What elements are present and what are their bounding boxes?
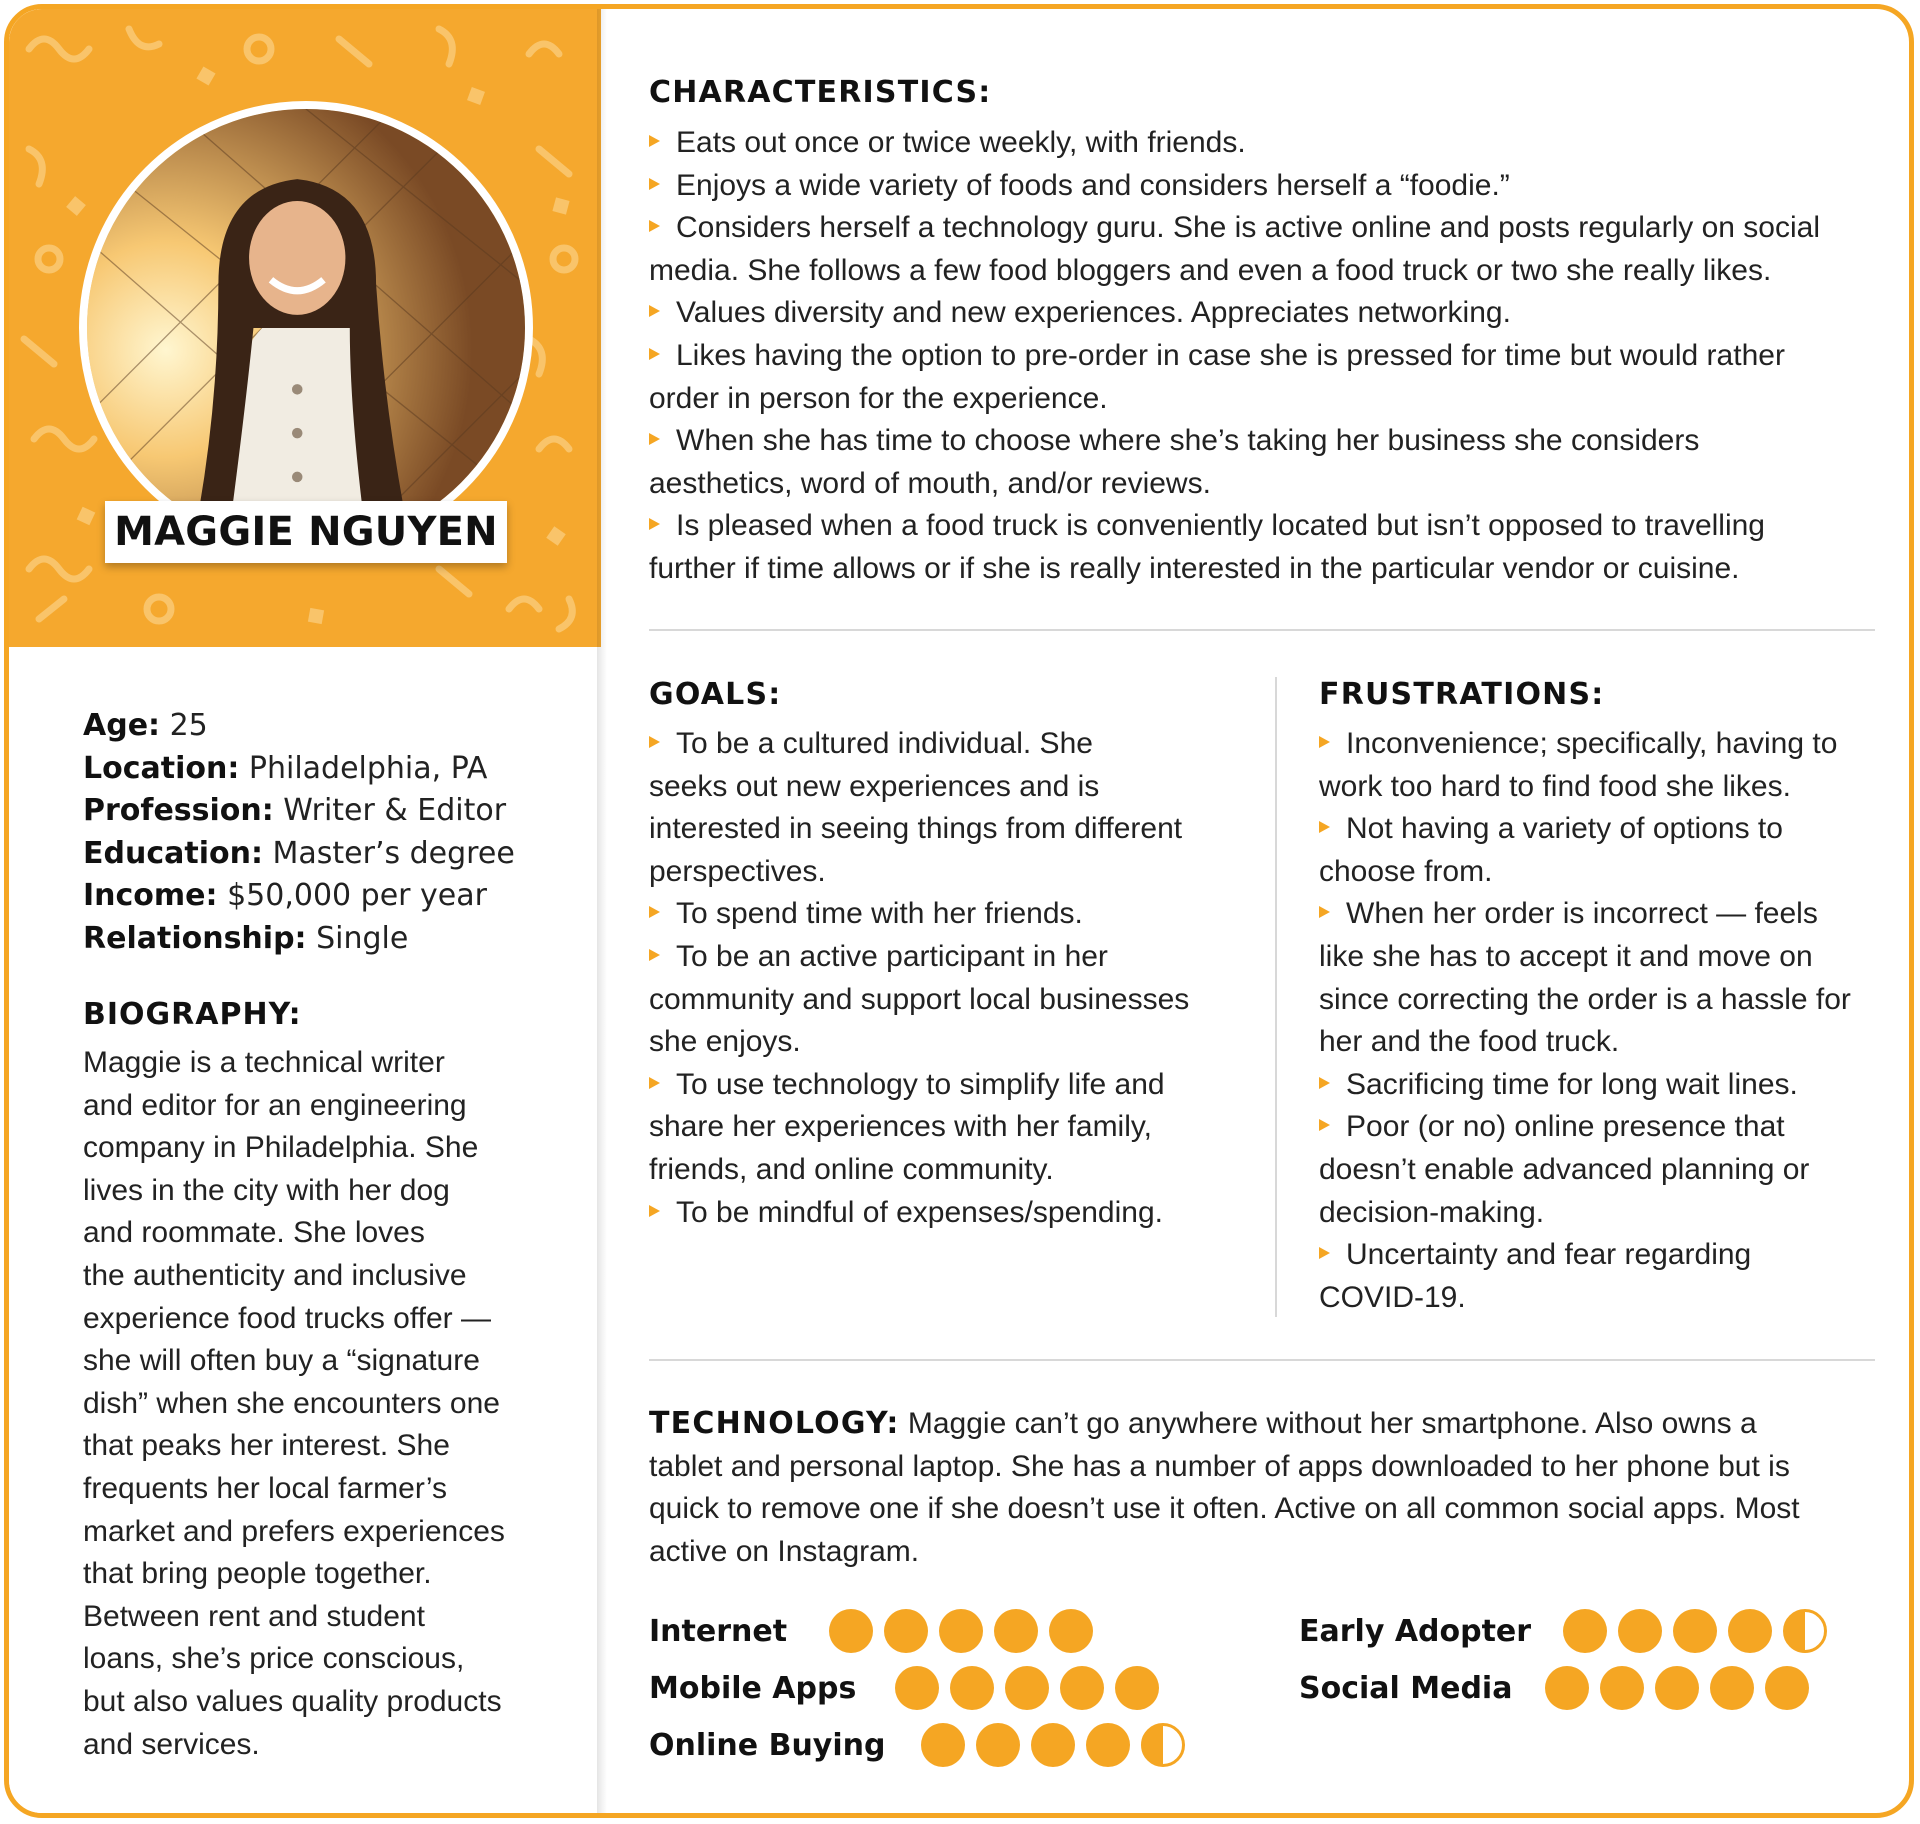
persona-name: MAGGIE NGUYEN (105, 501, 507, 563)
bullet-triangle-icon (1319, 1119, 1330, 1131)
goal-item (649, 1192, 1249, 1235)
fact-age: Age: 25 (83, 708, 208, 743)
rating-dot-full (829, 1609, 873, 1653)
rating-dots (1545, 1666, 1809, 1710)
rating-dot-full (1765, 1666, 1809, 1710)
rating-social-media (1299, 1666, 1859, 1710)
rating-dot-full (1115, 1666, 1159, 1710)
characteristic-item-text: further if time allows or if she is really interested in the particular vendor or cuisine. (649, 551, 1740, 585)
rating-dot-full (1049, 1609, 1093, 1653)
frustrations-list (1319, 723, 1879, 1319)
persona-details-column (649, 9, 1889, 1813)
characteristic-item-text: Enjoys a wide variety of foods and considers herself a “foodie.” (676, 168, 1510, 202)
rating-label: Early Adopter (1299, 1613, 1532, 1649)
characteristic-item (649, 292, 1889, 335)
characteristic-item-text: Is pleased when a food truck is conveniently located but isn’t opposed to travelling (676, 509, 1765, 543)
biography-line: and editor for an engineering (83, 1088, 467, 1122)
technology-line: quick to remove one if she doesn’t use it often. Active on all common social apps. Most (649, 1492, 1800, 1526)
rating-label: Social Media (1299, 1670, 1513, 1706)
frustration-item-text: since correcting the order is a hassle for (1319, 982, 1851, 1016)
characteristic-item-text: Likes having the option to pre-order in case she is pressed for time but would rather (676, 338, 1785, 372)
rating-dot-full (950, 1666, 994, 1710)
characteristic-item (649, 420, 1889, 463)
characteristic-item-text: media. She follows a few food bloggers and even a food truck or two she really likes. (649, 253, 1772, 287)
rating-label: Internet (649, 1613, 788, 1649)
goal-item (649, 851, 1249, 894)
goal-item-text: friends, and online community. (649, 1152, 1054, 1186)
goal-item (649, 766, 1249, 809)
section-divider (649, 1359, 1875, 1361)
frustration-item (1319, 851, 1879, 894)
biography-heading: BIOGRAPHY: (83, 997, 302, 1032)
characteristic-item (649, 122, 1889, 165)
frustration-item-text: work too hard to find food she likes. (1319, 769, 1791, 803)
rating-dots (1563, 1609, 1827, 1653)
technology-heading: TECHNOLOGY: (649, 1406, 900, 1441)
frustration-item (1319, 1021, 1879, 1064)
characteristic-item-text: aesthetics, word of mouth, and/or reviews. (649, 466, 1211, 500)
rating-early-adopter (1299, 1609, 1859, 1653)
characteristic-item (649, 250, 1889, 293)
fact-location: Location: Philadelphia, PA (83, 750, 488, 786)
frustration-item (1319, 936, 1879, 979)
goal-item (649, 1149, 1249, 1192)
rating-dot-half (1141, 1723, 1185, 1767)
column-shadow-divider (597, 9, 607, 1813)
characteristic-item-text: order in person for the experience. (649, 381, 1108, 415)
bullet-triangle-icon (649, 348, 660, 360)
technology-line: active on Instagram. (649, 1534, 920, 1568)
rating-dot-full (1655, 1666, 1699, 1710)
bullet-triangle-icon (649, 178, 660, 190)
bullet-triangle-icon (649, 433, 660, 445)
rating-label: Online Buying (649, 1727, 886, 1763)
goal-item-text: perspectives. (649, 854, 826, 888)
bullet-triangle-icon (649, 1205, 660, 1217)
frustration-item-text: doesn’t enable advanced planning or (1319, 1152, 1810, 1186)
rating-label: Mobile Apps (649, 1670, 857, 1706)
characteristics-heading: CHARACTERISTICS: (649, 75, 992, 110)
bullet-triangle-icon (649, 1077, 660, 1089)
biography-line: that bring people together. (83, 1557, 432, 1591)
rating-internet (649, 1609, 1089, 1653)
frustrations-heading: FRUSTRATIONS: (1319, 677, 1605, 712)
biography-line: frequents her local farmer’s (83, 1471, 448, 1505)
characteristic-item (649, 463, 1889, 506)
bullet-triangle-icon (649, 220, 660, 232)
bullet-triangle-icon (1319, 1077, 1330, 1089)
frustration-item (1319, 1064, 1879, 1107)
section-divider (649, 629, 1875, 631)
bullet-triangle-icon (649, 906, 660, 918)
frustration-item-text: Sacrificing time for long wait lines. (1346, 1067, 1798, 1101)
rating-dot-full (1086, 1723, 1130, 1767)
frustration-item (1319, 1234, 1879, 1277)
rating-dot-full (1710, 1666, 1754, 1710)
frustration-item (1319, 1192, 1879, 1235)
biography-line: dish” when she encounters one (83, 1386, 500, 1420)
biography-text (83, 1042, 559, 1766)
rating-dot-full (1060, 1666, 1104, 1710)
bullet-triangle-icon (649, 135, 660, 147)
bullet-triangle-icon (649, 949, 660, 961)
goal-item-text: To be an active participant in her (676, 939, 1108, 973)
goals-list (649, 723, 1249, 1234)
frustration-item (1319, 979, 1879, 1022)
frustration-item (1319, 723, 1879, 766)
bullet-triangle-icon (1319, 1247, 1330, 1259)
biography-line: Between rent and student (83, 1599, 425, 1633)
goal-item-text: community and support local businesses (649, 982, 1190, 1016)
fact-education: Education: Master’s degree (83, 835, 515, 871)
bullet-triangle-icon (1319, 906, 1330, 918)
frustration-item-text: her and the food truck. (1319, 1025, 1620, 1059)
biography-line: market and prefers experiences (83, 1514, 505, 1548)
persona-card (4, 4, 1914, 1818)
characteristic-item (649, 335, 1889, 378)
bullet-triangle-icon (649, 518, 660, 530)
frustration-item-text: Not having a variety of options to (1346, 812, 1783, 846)
goal-item-text: share her experiences with her family, (649, 1110, 1152, 1144)
biography-line: she will often buy a “signature (83, 1344, 480, 1378)
frustration-item (1319, 1277, 1879, 1320)
characteristic-item-text: Considers herself a technology guru. She is active online and posts regularly on social (676, 211, 1820, 245)
goal-item (649, 723, 1249, 766)
rating-online-buying (649, 1723, 1189, 1767)
persona-profile-column (9, 9, 601, 1813)
rating-dots (829, 1609, 1093, 1653)
goals-heading: GOALS: (649, 677, 782, 712)
goal-item (649, 808, 1249, 851)
rating-dot-full (1031, 1723, 1075, 1767)
rating-dot-full (1600, 1666, 1644, 1710)
goal-item-text: To spend time with her friends. (676, 897, 1083, 931)
characteristic-item-text: When she has time to choose where she’s taking her business she considers (676, 424, 1700, 458)
frustration-item-text: Inconvenience; specifically, having to (1346, 727, 1838, 760)
bullet-triangle-icon (649, 736, 660, 748)
rating-dot-full (1618, 1609, 1662, 1653)
frustration-item-text: decision-making. (1319, 1195, 1545, 1229)
frustration-item-text: Poor (or no) online presence that (1346, 1110, 1785, 1144)
goal-item (649, 893, 1249, 936)
demographics-list (83, 705, 583, 961)
fact-relationship: Relationship: Single (83, 920, 409, 956)
rating-dot-full (895, 1666, 939, 1710)
frustration-item (1319, 808, 1879, 851)
characteristic-item (649, 505, 1889, 548)
goal-item (649, 1021, 1249, 1064)
rating-dot-full (1563, 1609, 1607, 1653)
fact-profession: Profession: Writer & Editor (83, 793, 507, 829)
technology-section (649, 1403, 1889, 1573)
biography-line: experience food trucks offer — (83, 1301, 491, 1335)
technology-line: TECHNOLOGY: Maggie can’t go anywhere without her smartphone. Also owns a (649, 1406, 1757, 1441)
frustration-item (1319, 1149, 1879, 1192)
rating-dots (895, 1666, 1159, 1710)
rating-dots (921, 1723, 1185, 1767)
frustration-item-text: Uncertainty and fear regarding (1346, 1238, 1752, 1272)
biography-line: lives in the city with her dog (83, 1173, 450, 1207)
goal-item-text: To be mindful of expenses/spending. (676, 1195, 1163, 1229)
goal-item (649, 1064, 1249, 1107)
biography-line: Maggie is a technical writer (83, 1046, 445, 1079)
rating-mobile-apps (649, 1666, 1149, 1710)
goal-item-text: she enjoys. (649, 1025, 801, 1059)
rating-dot-full (976, 1723, 1020, 1767)
fact-income: Income: $50,000 per year (83, 878, 487, 914)
goal-item-text: To use technology to simplify life and (676, 1067, 1165, 1101)
characteristic-item (649, 548, 1889, 591)
biography-line: company in Philadelphia. She (83, 1131, 479, 1165)
biography-line: and roommate. She loves (83, 1216, 425, 1250)
biography-line: but also values quality products (83, 1684, 502, 1718)
characteristics-list (649, 122, 1889, 591)
frustration-item (1319, 893, 1879, 936)
characteristic-item (649, 378, 1889, 421)
rating-dot-full (1545, 1666, 1589, 1710)
characteristic-item (649, 165, 1889, 208)
rating-dot-full (939, 1609, 983, 1653)
technology-line: tablet and personal laptop. She has a number of apps downloaded to her phone but is (649, 1449, 1790, 1483)
characteristic-item (649, 207, 1889, 250)
rating-dot-full (884, 1609, 928, 1653)
rating-dot-full (1673, 1609, 1717, 1653)
rating-dot-half (1783, 1609, 1827, 1653)
profile-photo (79, 101, 533, 555)
frustration-item-text: choose from. (1319, 854, 1493, 888)
goal-item-text: seeks out new experiences and is (649, 769, 1100, 803)
rating-dot-full (1728, 1609, 1772, 1653)
rating-dot-full (921, 1723, 965, 1767)
biography-line: the authenticity and inclusive (83, 1258, 467, 1292)
frustration-item (1319, 766, 1879, 809)
portrait-illustration (87, 109, 525, 547)
biography-line: that peaks her interest. She (83, 1429, 450, 1463)
bullet-triangle-icon (1319, 821, 1330, 833)
bullet-triangle-icon (1319, 736, 1330, 748)
goal-item (649, 1106, 1249, 1149)
bullet-triangle-icon (649, 305, 660, 317)
characteristic-item-text: Eats out once or twice weekly, with friends. (676, 126, 1246, 159)
characteristic-item-text: Values diversity and new experiences. Appreciates networking. (676, 296, 1511, 330)
goal-item (649, 979, 1249, 1022)
frustration-item-text: COVID-19. (1319, 1280, 1466, 1314)
frustration-item-text: like she has to accept it and move on (1319, 939, 1813, 973)
rating-dot-full (1005, 1666, 1049, 1710)
goal-item-text: interested in seeing things from different (649, 812, 1183, 846)
biography-line: and services. (83, 1727, 260, 1761)
goal-item (649, 936, 1249, 979)
hero-banner (9, 9, 601, 647)
goals-frustrations-divider (1275, 677, 1277, 1317)
rating-dot-full (994, 1609, 1038, 1653)
frustration-item-text: When her order is incorrect — feels (1346, 897, 1818, 931)
frustration-item (1319, 1106, 1879, 1149)
biography-line: loans, she’s price conscious, (83, 1642, 465, 1676)
goal-item-text: To be a cultured individual. She (676, 727, 1093, 760)
